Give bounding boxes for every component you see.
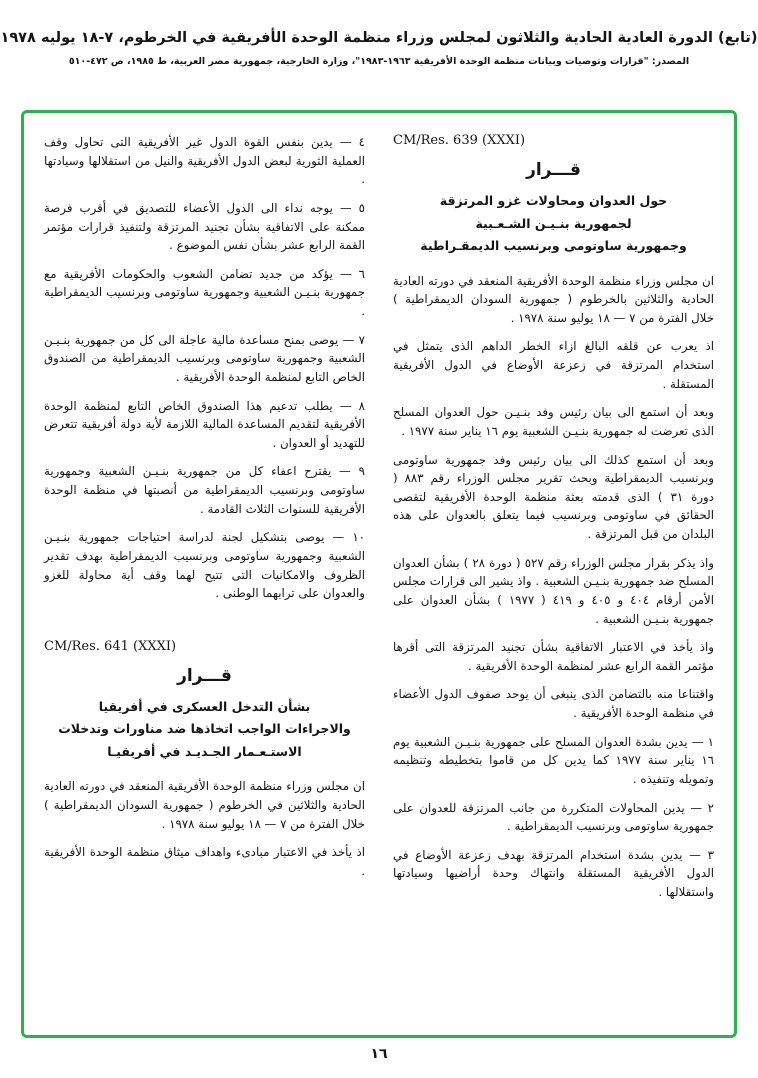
- resolution-title-641: [44, 696, 365, 764]
- column-left: [44, 133, 365, 1021]
- resolution-heading-641: قـــرار: [177, 665, 232, 686]
- paragraph: وبعد أن استمع كذلك الى بيان رئيس وفد جمهورية ساوتومى وبرنسيب الديمقراطية وبحث تقرير مجلس الوزراء رقم ٨٨٣ ( دورة ٣١ ) الذى قدمته بعثة منظمة الوحدة الأفريقية لتقصى الحقائق في ساوتومى وبرنسيب فيما يتعلق بالعدوان على هذه البلدان من قبل المرتزقة .: [393, 452, 715, 541]
- paragraph: اذ يأخذ في الاعتبار مبادىء واهداف ميثاق منظمة الوحدة الأفريقية .: [44, 845, 365, 878]
- paragraph: ٦ — يؤكد من جديد تضامن الشعوب والحكومات الأفريقية مع جمهورية بنـيـن الشعبية وجمهورية ساوتومى وبرنسيب الديمقراطية .: [44, 266, 365, 318]
- resolution-title-line: بشأن التدخل العسكرى في أفريقيا: [98, 698, 311, 714]
- paragraph: ٨ — يطلب تدعيم هذا الصندوق الخاص التابع لمنظمة الوحدة الأفريقية لتقديم المساعدة المالية اللازمة لأية دولة أفريقية تتعرض للتهديد أو العدوان .: [44, 398, 365, 450]
- paragraph: ٥ — يوجه نداء الى الدول الأعضاء للتصديق في أقرب فرصة ممكنة على الاتفاقية بشأن تجنيد المرتزقة ولتنفيذ قرارات مؤتمر القمة الرابع عشر بشأن نفس الموضوع .: [44, 200, 365, 253]
- paragraph: ٧ — يوصى بمنح مساعدة مالية عاجلة الى كل من جمهورية بنـيـن الشعبية وجمهورية ساوتومى وبرنسيب الديمقراطية من الصندوق الخاص التابع لمنظمة الوحدة الأفريقية .: [44, 332, 365, 384]
- paragraph: ١٠ — يوصى بتشكيل لجنة لدراسة احتياجات جمهورية بنـيـن الشعبية وجمهورية ساوتومى وبرنسيب الديمقراطية بهدف تقدير الظروف والامكانيات التى تتيح لهما وقف أية محاولة للغزو والعدوان على ترابهما الوطنى .: [44, 530, 365, 601]
- resolution-heading-639: قـــرار: [526, 160, 581, 180]
- resolution-body-641: [44, 777, 365, 880]
- column-right: [393, 133, 714, 1021]
- resolution-title-line: حول العدوان ومحاولات غزو المرتزقة: [439, 193, 668, 208]
- paragraph: وبعد أن استمع الى بيان رئيس وفد بنـيـن حول العدوان المسلح الذى تعرضت له جمهورية بنـيـن الشعبية يوم ١٦ يناير سنة ١٩٧٧ .: [393, 405, 714, 438]
- paragraph: واقتناعا منه بالتضامن الذى ينبغى أن يوحد صفوف الدول الأعضاء في منظمة الوحدة الأفريقية .: [393, 687, 714, 720]
- paragraph: ٩ — يقترح اعفاء كل من جمهورية بنـيـن الشعبية وجمهورية ساوتومى وبرنسيب الديمقراطية من أنصبتها في منظمة الوحدة الأفريقية للسنوات الثلاث القادمة .: [44, 464, 365, 516]
- paragraph: ٢ — يدين المحاولات المتكررة من جانب المرتزقة للعدوان على جمهورية ساوتومى وبرنسيب الديمقراطية .: [393, 800, 714, 834]
- paragraph: ان مجلس وزراء منظمة الوحدة الأفريقية المنعقد في دورته العادية الحادية والثلاثين بالخرطوم ( جمهورية السودان الديمقراطية ) خلال الفترة من ٧ — ١٨ يوليو سنة ١٩٧٨ .: [393, 273, 714, 325]
- page-header: [0, 0, 758, 67]
- paragraph: ١ — يدين بشدة العدوان المسلح على جمهورية بنـيـن الشعبية يوم ١٦ يناير سنة ١٩٧٧ كما يدين كل من قاموا بتخطيطه وتنظيمه وتمويله وتنفيذه .: [393, 734, 714, 786]
- resolution-title-line: والاجراءات الواجب اتخاذها ضد مناورات وتدخلات: [58, 721, 351, 737]
- resolution-title-line: لجمهورية بنـيـن الشـعـبية: [475, 215, 632, 231]
- paragraph: واذ يذكر بقرار مجلس الوزراء رقم ٥٢٧ ( دورة ٢٨ ) بشأن العدوان المسلح ضد جمهورية بنـيـن الشعبية . واذ يشير الى قرارات مجلس الأمن أرقام ٤٠٤ و ٤٠٥ و ٤١٩ ( ١٩٧٧ ) بشأن العدوان على جمهورية بنـيـن الشعبية .: [393, 555, 715, 626]
- paragraph: اذ يعرب عن قلقه البالغ ازاء الخطر الداهم الذى يتمثل في استخدام المرتزقة في زعزعة الأوضاع في الدول الأفريقية المستقلة .: [393, 339, 714, 391]
- resolution-title-639: [393, 190, 714, 258]
- page-number: ١٦: [370, 1046, 388, 1062]
- resolution-title-line: الاستـعـمار الجـديـد في أفريقيـا: [107, 743, 302, 759]
- paragraph: ان مجلس وزراء منظمة الوحدة الأفريقية المنعقد في دورته العادية الحادية والثلاثين في الخرطوم ( جمهورية السودان الديمقراطية ) خلال الفترة من ٧ — ١٨ يوليو سنة ١٩٧٨ .: [44, 779, 365, 831]
- resolution-ref-639: CM/Res. 639 (XXXI): [393, 133, 526, 148]
- resolution-body-639-continued: [44, 133, 365, 603]
- resolution-title-line: وجمهورية ساوتومى وبرنسيب الديمقـراطية: [420, 238, 687, 253]
- header-title: (تابع) الدورة العادية الحادية والثلاثون لمجلس وزراء منظمة الوحدة الأفريقية في الخرطوم، ٧-١٨ يوليه ١٩٧٨: [0, 30, 758, 46]
- header-source: المصدر: "قرارات وتوصيات وبيانات منظمة الوحدة الأفريقية ١٩٦٣-١٩٨٣"، وزارة الخارجية، جمهورية مصر العربية، ط ١٩٨٥، ص ٤٧٢-٥١٠: [68, 56, 690, 67]
- paragraph: ٣ — يدين بشدة استخدام المرتزقة بهدف زعزعة الأوضاع في الدول الأفريقية المستقلة وانتهاك وحدة أراضيها وسيادتها واستقلالها .: [393, 847, 714, 899]
- paragraph: ٤ — يدين بنفس القوة الدول غير الأفريقية التى تحاول وقف العملية الثورية لبعض الدول الأفريقية والنيل من استقلالها وسيادتها .: [44, 135, 365, 187]
- resolution-body-639: [393, 272, 714, 902]
- resolution-ref-641: CM/Res. 641 (XXXI): [44, 638, 177, 654]
- paragraph: واذ يأخذ في الاعتبار الاتفاقية بشأن تجنيد المرتزقة التى أقرها مؤتمر القمة الرابع عشر لمنظمة الوحدة الأفريقية .: [393, 640, 714, 673]
- content-box: [21, 110, 737, 1038]
